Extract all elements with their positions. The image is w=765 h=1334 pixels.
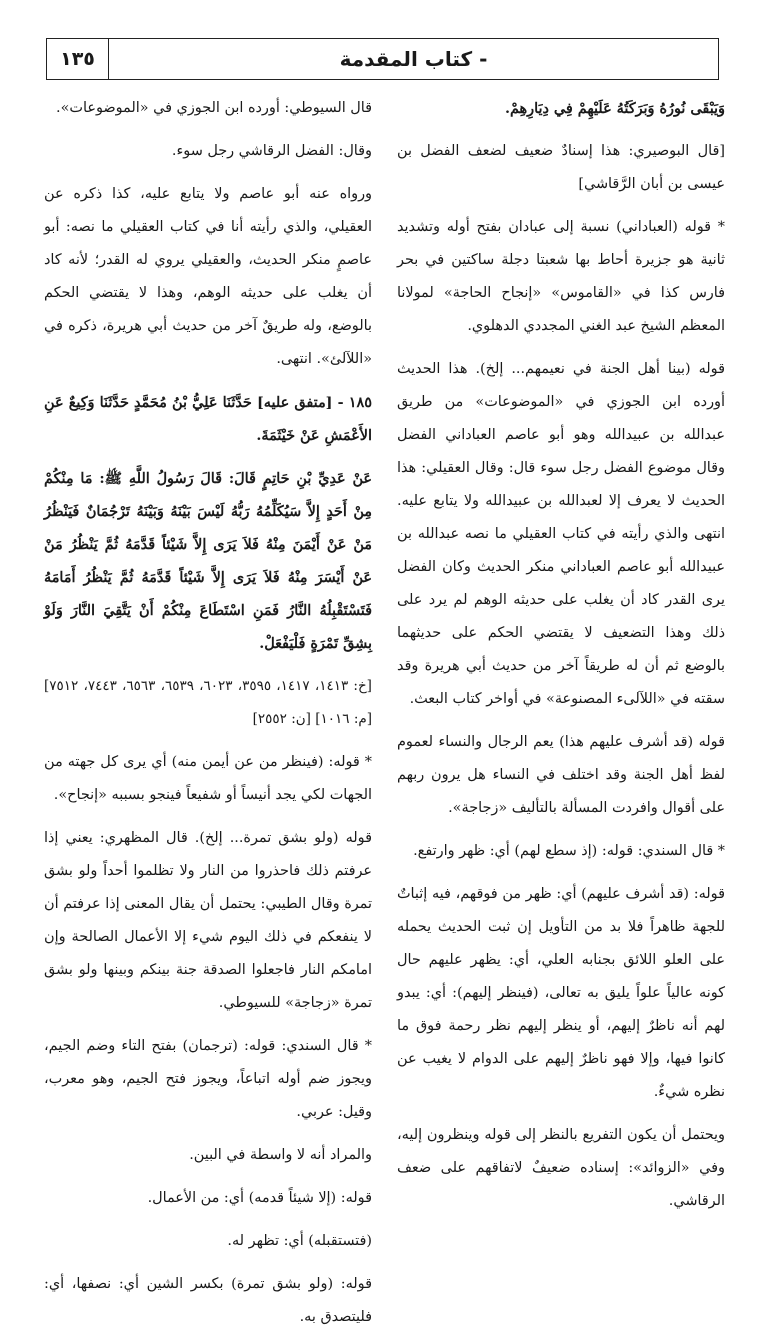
chapter-title: - كتاب المقدمة	[339, 47, 488, 71]
paragraph: وقال: الفضل الرقاشي رجل سوء.	[171, 143, 372, 159]
paragraph: ورواه عنه أبو عاصم ولا يتابع عليه، كذا ذكره عن العقيلي، والذي رأيته أنا في كتاب العقيلي ما نصه: أبو عاصمٍ منكر الحديث، والعقيلي يروي له القدر؛ لأنه كاد أن يغلب على حديثه الوهم، وهذا لا يقتضي الحكم بالوضع، وله طريقٌ آخر من حديث أبي هريرة، ذكره في «اللآلئ». انتهى.	[44, 186, 372, 367]
paragraph: قوله: (إلا شيئاً قدمه) أي: من الأعمال.	[147, 1190, 372, 1206]
right-column	[397, 92, 725, 1209]
paragraph: قال السيوطي: أورده ابن الجوزي في «الموضوعات».	[56, 100, 372, 116]
page-header	[46, 38, 719, 80]
paragraph: وَيَبْقَى نُورُهُ وَبَرَكَتُهُ عَلَيْهِمْ فِي دِيَارِهِمْ.	[504, 100, 725, 117]
paragraph: والمراد أنه لا واسطة في البين.	[189, 1147, 372, 1163]
hadith-references: [خ: ١٤١٣، ١٤١٧، ٣٥٩٥، ٦٠٢٣، ٦٥٣٩، ٦٥٦٣، ٧٤٤٣، ٧٥١٢] [م: ١٠١٦] [ن: ٢٥٥٢]	[44, 678, 372, 727]
paragraph: * قوله (العباداني) نسبة إلى عبادان بفتح أوله وتشديد ثانية هو جزيرة أحاط بها شعبتا دجلة ساكتين في بحر فارس كذا في «القاموس» «إنجاح الحاجة» لمولانا المعظم الشيخ عبد الغني المجددي الدهلوي.	[397, 219, 725, 334]
paragraph: [قال البوصيري: هذا إسنادٌ ضعيف لضعف الفضل بن عيسى بن أبان الرَّقاشي]	[397, 143, 725, 192]
paragraph: * قال السندي: قوله: (إذ سطع لهم) أي: ظهر وارتفع.	[413, 843, 725, 859]
paragraph: قوله (ولو بشق تمرة... إلخ). قال المظهري: يعني إذا عرفتم ذلك فاحذروا من النار ولا تظلموا أحداً ولو بشق تمرة وقال الطيبي: يحتمل أن يقال المعنى إذا عرفتم أن لا ينفعكم في ذلك اليوم شيء إلا الأعمال الصالحة وإن امامكم النار فاجعلوا الصدقة جنة بينكم وبينها ولو بشق تمرة «زجاجة» للسيوطي.	[44, 830, 372, 1011]
hadith-chain: ١٨٥ - [متفق عليه] حَدَّثَنَا عَلِيُّ بْنُ مُحَمَّدٍ حَدَّثَنَا وَكِيعٌ عَنِ الأَعْمَشِ عَنْ خَيْثَمَةَ.	[44, 394, 372, 444]
paragraph: قوله: (قد أشرف عليهم) أي: ظهر من فوقهم، فيه إثباتٌ للجهة ظاهراً فلا بد من التأويل إن ثبت الحديث يحمله على العلو اللائق بجنابه العلي، أي: يظهر عليهم حال كونه عالياً علواً يليق به تعالى، (فينظر إليهم): أي: يبدو لهم أنه ناظرٌ إليهم، أو ينظر إليهم نظر رحمة فوق ما كانوا فيها، وإلا فهو ناظرٌ إليهم على الدوام لا يغيب عن نظره شيءٌ.	[397, 886, 725, 1100]
paragraph: قوله: (ولو بشق تمرة) بكسر الشين أي: نصفها، أي: فليتصدق به.	[44, 1276, 372, 1325]
paragraph: * قوله: (فينظر من عن أيمن منه) أي يرى كل جهته من الجهات لكي يجد أنيساً أو شفيعاً فينجو بسببه «إنجاح».	[44, 754, 372, 803]
page-number: ١٣٥	[47, 39, 109, 79]
hadith-text: عَنْ عَدِيِّ بْنِ حَاتِمٍ قَالَ: قَالَ رَسُولُ اللَّهِ ﷺ: مَا مِنْكُمْ مِنْ أَحَدٍ إِلاَّ سَيُكَلِّمُهُ رَبُّهُ لَيْسَ بَيْنَهُ وَبَيْنَهُ تَرْجُمَانٌ فَيَنْظُرُ مَنْ عَنْ أَيْمَنَ مِنْهُ فَلاَ يَرَى إِلاَّ شَيْئاً قَدَّمَهُ ثُمَّ يَنْظُرُ مَنْ عَنْ أَيْسَرَ مِنْهُ فَلاَ يَرَى إِلاَّ شَيْئاً قَدَّمَهُ ثُمَّ يَنْظُرُ أَمَامَهُ فَتَسْتَقْبِلُهُ النَّارُ فَمَنِ اسْتَطَاعَ مِنْكُمْ أَنْ يَتَّقِيَ النَّارَ وَلَوْ بِشِقِّ تَمْرَةٍ فَلْيَفْعَلْ.	[44, 470, 372, 652]
paragraph: قوله (بينا أهل الجنة في نعيمهم... إلخ). هذا الحديث أورده ابن الجوزي في «الموضوعات» من طريق عبدالله بن عبيدالله وهو أبو عاصم العباداني الفضل وقال موضوع الفضل رجل سوء قال: وقال العقيلي: هذا الحديث لا يعرف إلا لعبدالله بن عبيدالله ولا يتابع عليه. انتهى والذي رأيته في كتاب العقيلي ما نصه عبدالله بن عبيدالله أبو عاصم العباداني منكر الحديث وكان الفضل يرى القدر كاد أن يغلب على حديثه الوهم لم يرد على ذلك وهذا التضعيف لا يقتضي الحكم على حديثهما بالوضع ثم أن له طريقاً آخر من حديث أبي هريرة وقد سقته في «اللآلىء المصنوعة» في أواخر كتاب البعث.	[397, 361, 725, 707]
paragraph: ويحتمل أن يكون التفريع بالنظر إلى قوله وينظرون إليه، وفي «الزوائد»: إسناده ضعيفٌ لاتفاقهم على ضعف الرقاشي.	[397, 1127, 725, 1209]
left-column	[44, 92, 372, 1325]
paragraph: (فتستقبله) أي: تظهر له.	[227, 1233, 372, 1249]
paragraph: قوله (قد أشرف عليهم هذا) يعم الرجال والنساء لعموم لفظ أهل الجنة وقد اختلف في النساء هل يرون ربهم على أقوال وافردت المسألة بالتأليف «زجاجة».	[397, 734, 725, 816]
paragraph: * قال السندي: قوله: (ترجمان) بفتح التاء وضم الجيم، ويجوز ضم أوله اتباعاً، ويجوز فتح الجيم، وهو معرب، وقيل: عربي.	[44, 1038, 372, 1120]
